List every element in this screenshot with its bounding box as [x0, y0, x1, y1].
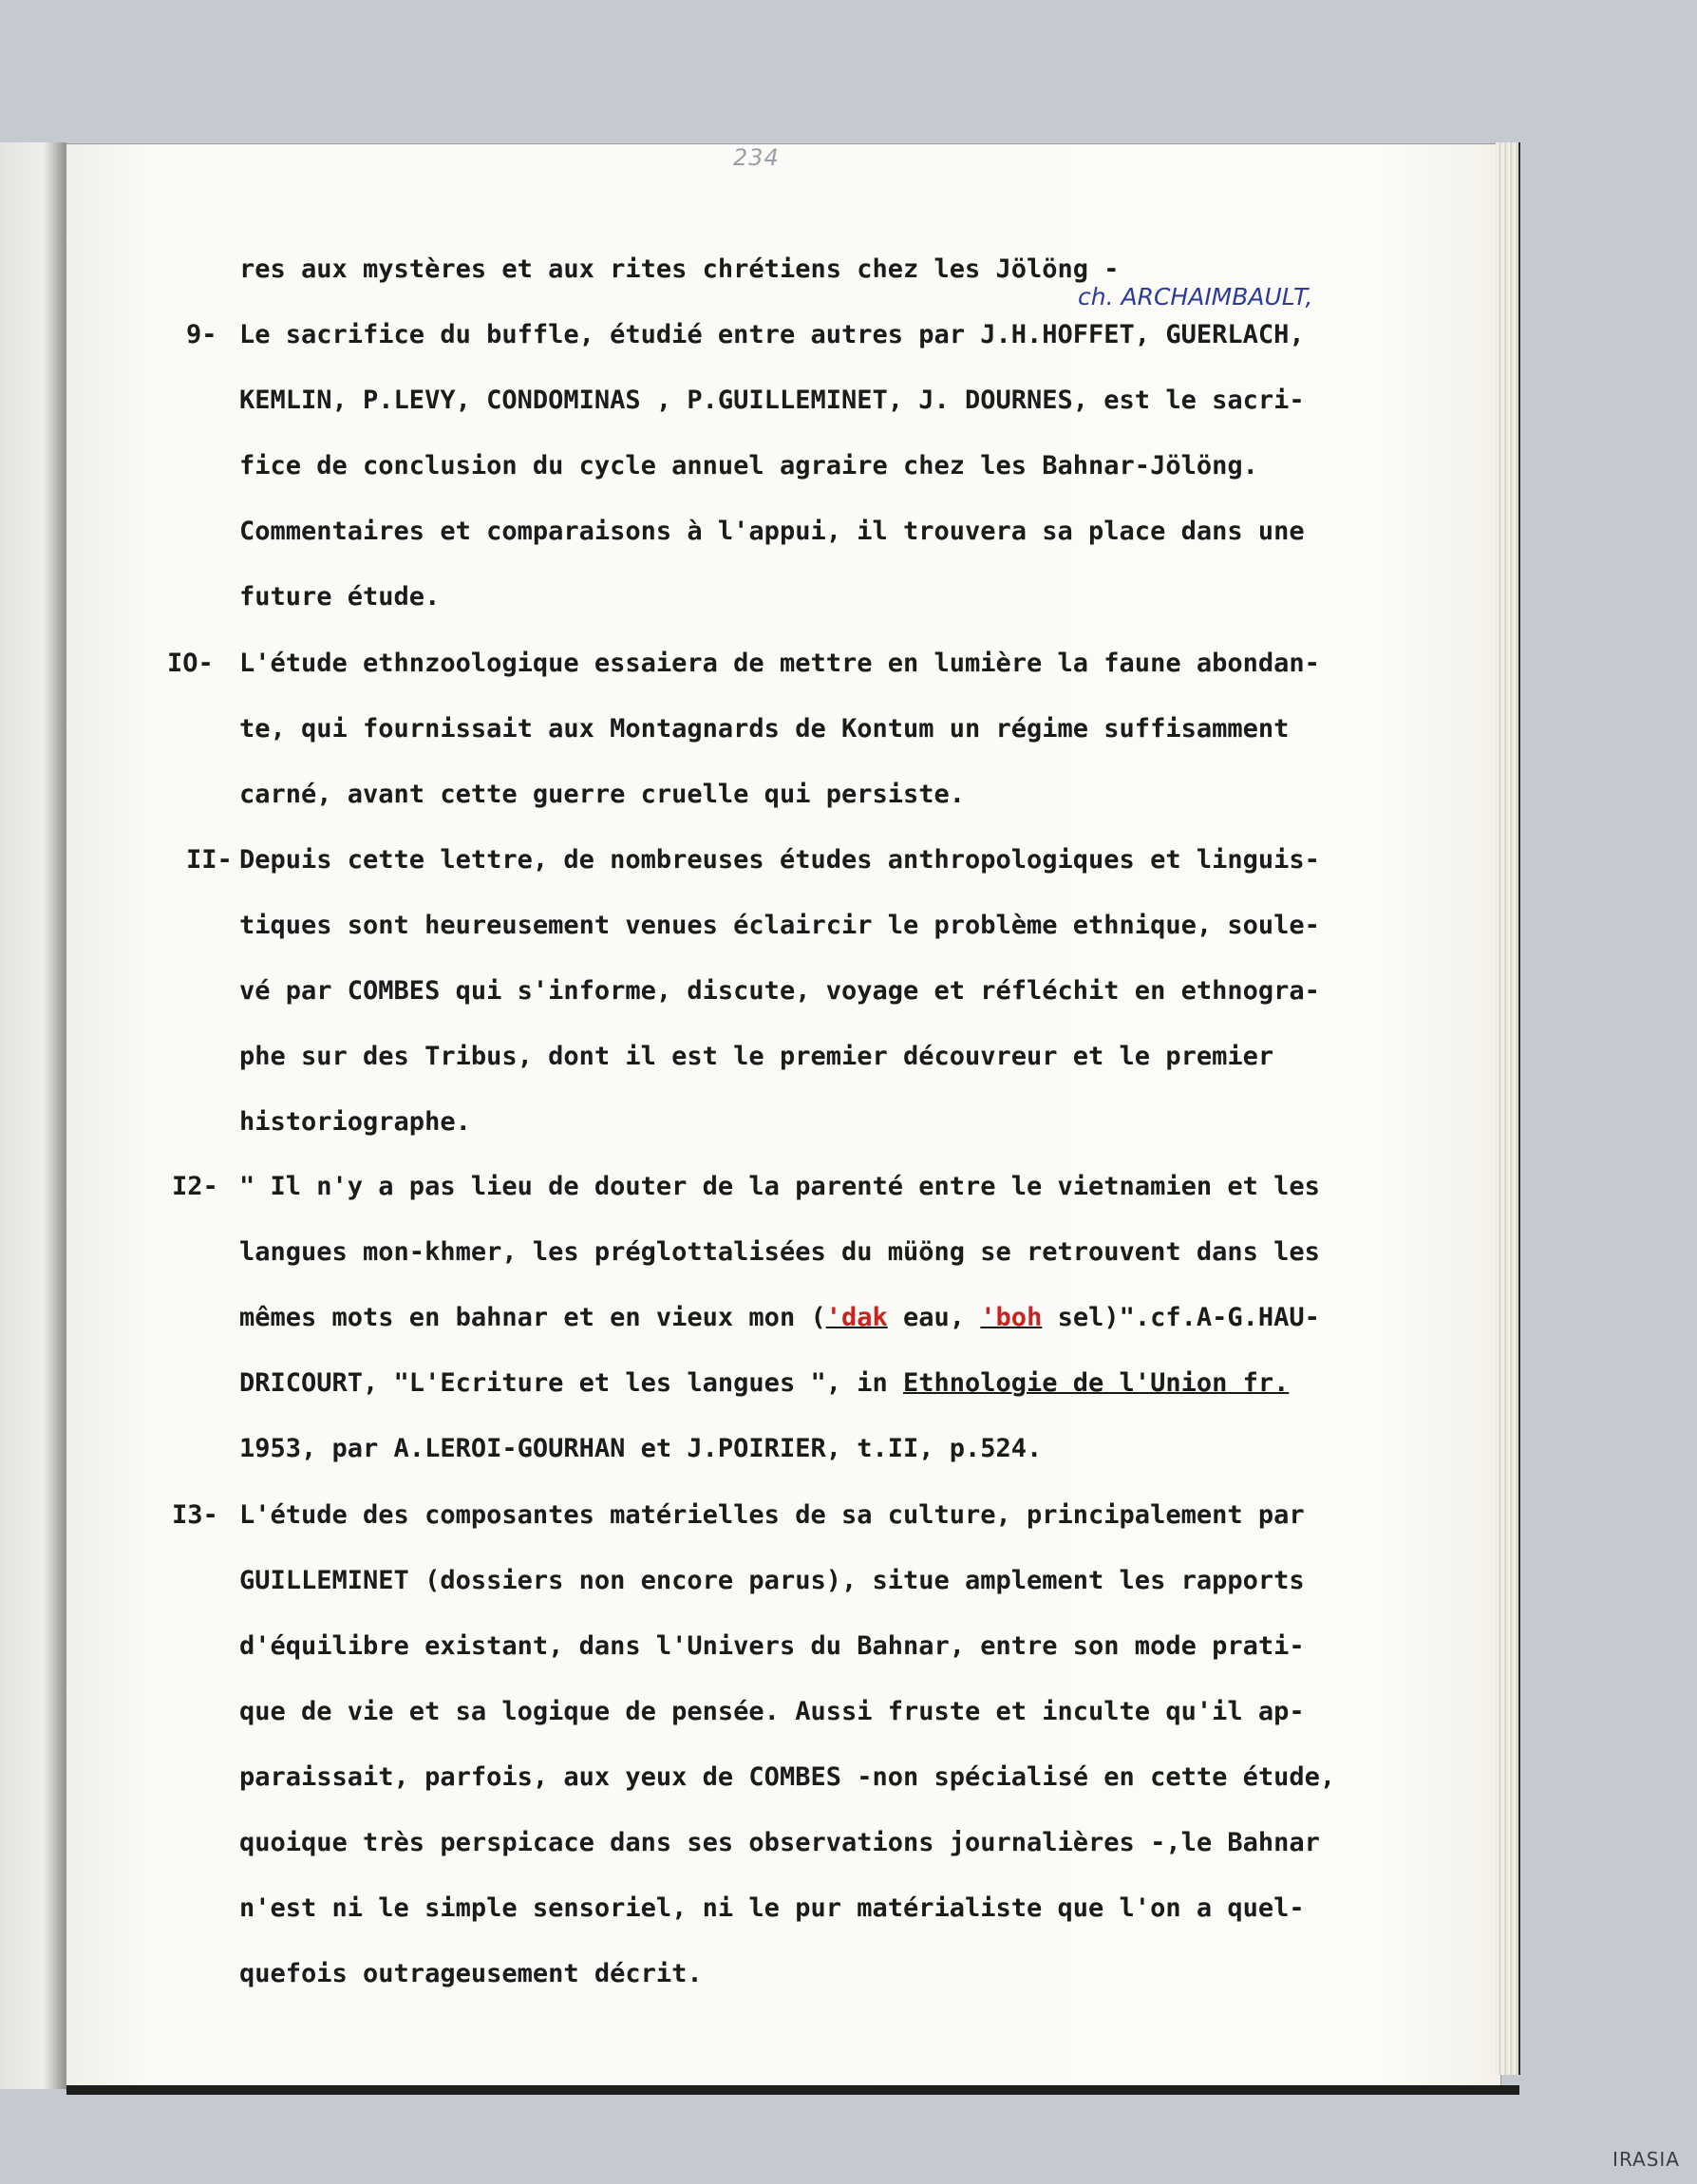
text-line: Le sacrifice du buffle, étudié entre autres par J.H.HOFFET, GUERLACH,: [239, 320, 1305, 349]
text-line: quoique très perspicace dans ses observations journalières -,le Bahnar: [239, 1828, 1320, 1857]
text-line: quefois outrageusement décrit.: [239, 1959, 703, 1988]
note-number-11: II-: [186, 845, 233, 875]
text-line: carné, avant cette guerre cruelle qui persiste.: [239, 780, 966, 809]
text-line: L'étude ethnzoologique essaiera de mettre en lumière la faune abondan-: [239, 649, 1320, 678]
note-number-13: I3-: [172, 1500, 218, 1530]
text-fragment: eau,: [887, 1303, 981, 1332]
text-line: GUILLEMINET (dossiers non encore parus), situe amplement les rapports: [239, 1566, 1305, 1595]
text-line: res aux mystères et aux rites chrétiens chez les Jölöng -: [239, 254, 1120, 284]
text-line: langues mon-khmer, les préglottalisées du müöng se retrouvent dans les: [239, 1237, 1320, 1267]
text-line: d'équilibre existant, dans l'Univers du Bahnar, entre son mode prati-: [239, 1631, 1305, 1661]
text-line: " Il n'y a pas lieu de douter de la parenté entre le vietnamien et les: [239, 1172, 1320, 1201]
handwritten-annotation: ch. ARCHAIMBAULT,: [1078, 283, 1313, 311]
text-fragment: sel)".cf.A-G.HAU-: [1042, 1303, 1320, 1332]
text-line: 1953, par A.LEROI-GOURHAN et J.POIRIER, t.II, p.524.: [239, 1434, 1043, 1463]
text-line: KEMLIN, P.LEVY, CONDOMINAS , P.GUILLEMINET, J. DOURNES, est le sacri-: [239, 386, 1305, 415]
text-line: Commentaires et comparaisons à l'appui, il trouvera sa place dans une: [239, 517, 1305, 546]
text-fragment: DRICOURT, "L'Ecriture et les langues ", in: [239, 1368, 903, 1398]
text-line: te, qui fournissait aux Montagnards de Kontum un régime suffisamment: [239, 714, 1290, 744]
text-line: future étude.: [239, 582, 441, 612]
text-line: historiographe.: [239, 1107, 471, 1137]
text-line: Depuis cette lettre, de nombreuses études anthropologiques et linguis-: [239, 845, 1320, 875]
note-number-10: IO-: [167, 649, 214, 678]
text-line: fice de conclusion du cycle annuel agraire chez les Bahnar-Jölöng.: [239, 451, 1258, 480]
page-number: 234: [733, 144, 780, 171]
text-line: n'est ni le simple sensoriel, ni le pur matérialiste que l'on a quel-: [239, 1893, 1305, 1923]
text-line-with-title: [239, 1365, 1289, 1403]
text-line: paraissait, parfois, aux yeux de COMBES -non spécialisé en cette étude,: [239, 1762, 1336, 1792]
red-word-dak: 'dak: [825, 1303, 888, 1332]
text-line-with-red-words: [239, 1299, 1320, 1337]
text-line: vé par COMBES qui s'informe, discute, voyage et réfléchit en ethnogra-: [239, 976, 1320, 1006]
note-number-12: I2-: [172, 1172, 218, 1201]
text-line: que de vie et sa logique de pensée. Aussi fruste et inculte qu'il ap-: [239, 1697, 1305, 1726]
note-number-9: 9-: [186, 320, 217, 349]
text-line: L'étude des composantes matérielles de sa culture, principalement par: [239, 1500, 1305, 1530]
red-word-boh: 'boh: [980, 1303, 1043, 1332]
watermark-label: IRASIA: [1612, 2148, 1680, 2171]
underlined-book-title: Ethnologie de l'Union fr.: [902, 1368, 1290, 1398]
text-line: tiques sont heureusement venues éclaircir le problème ethnique, soule-: [239, 911, 1320, 940]
text-line: phe sur des Tribus, dont il est le premier découvreur et le premier: [239, 1042, 1274, 1071]
text-fragment: mêmes mots en bahnar et en vieux mon (: [239, 1303, 826, 1332]
